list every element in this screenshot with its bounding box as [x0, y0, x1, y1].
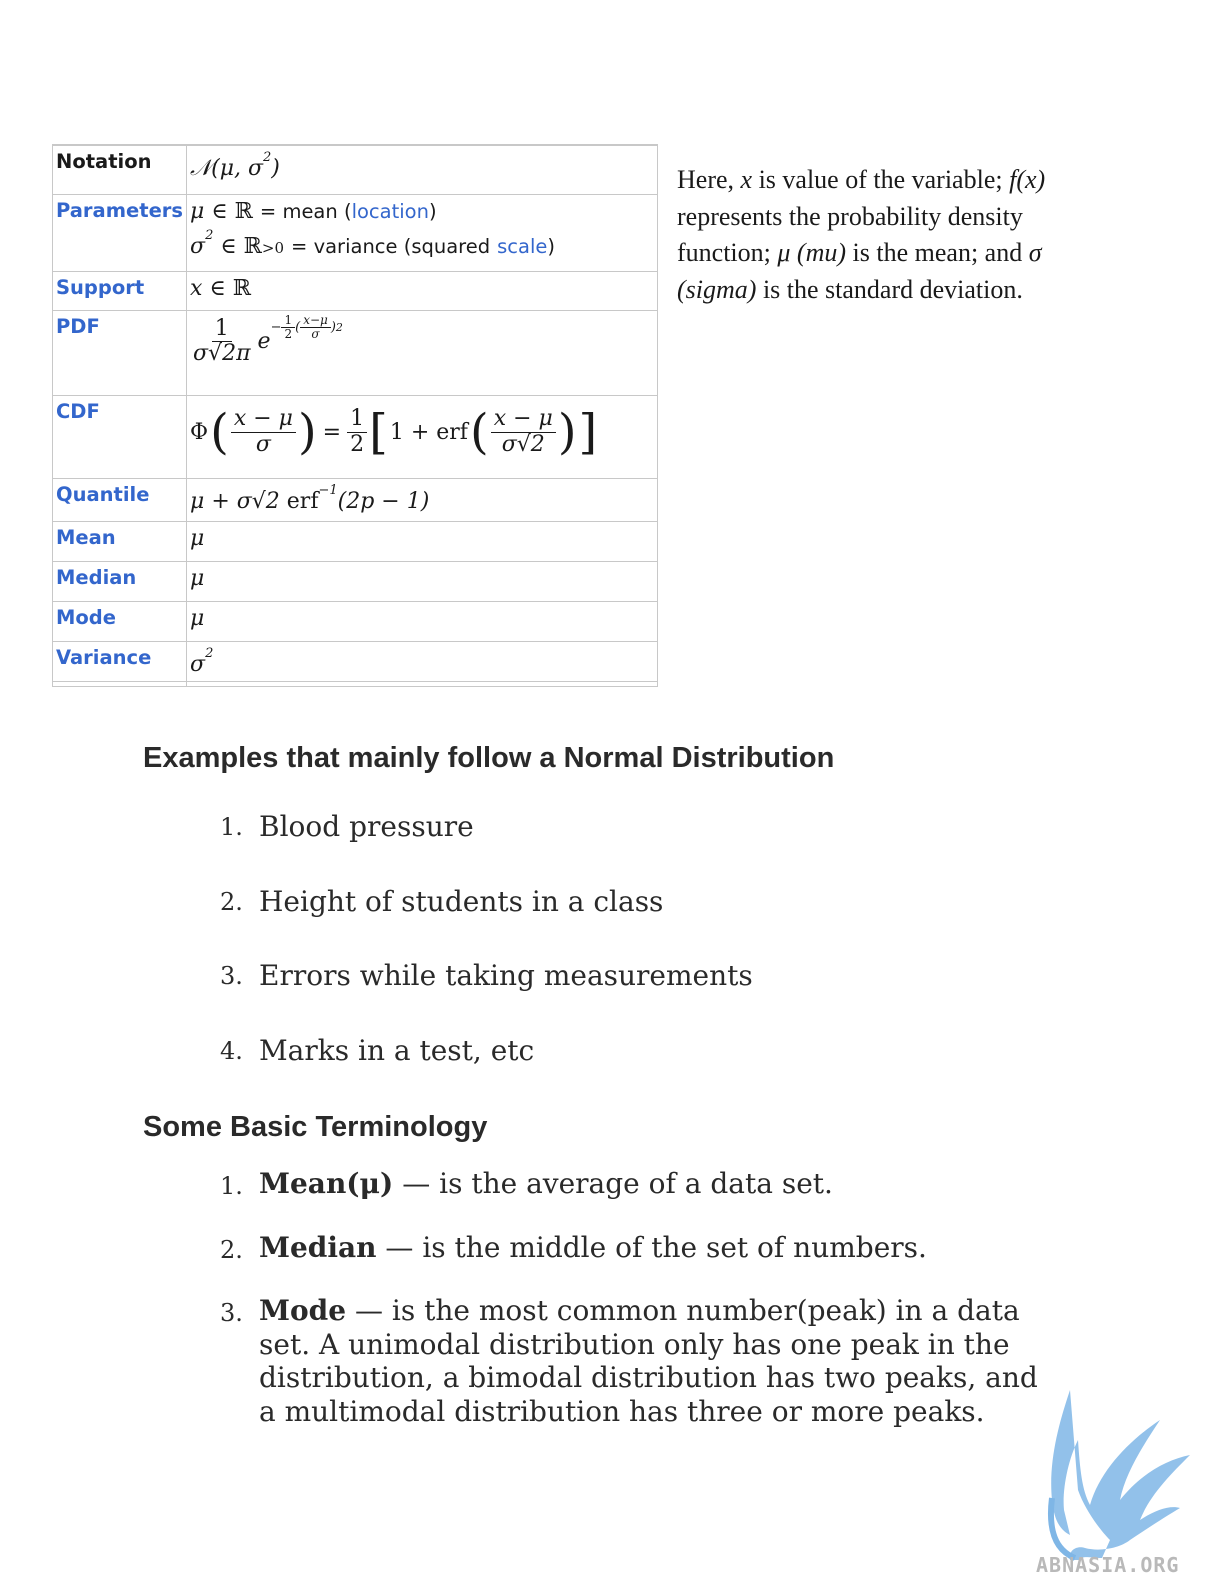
list-item: 2. Height of students in a class	[220, 884, 664, 918]
notation-label: Notation	[53, 145, 187, 195]
mean-link[interactable]: Mean	[53, 522, 187, 562]
list-item: 1. Mean(μ) — is the average of a data set.	[220, 1167, 833, 1200]
median-value: μ	[187, 562, 658, 602]
list-item: 1. Blood pressure	[220, 810, 474, 843]
variance-link[interactable]: Variance	[53, 642, 187, 682]
scale-link[interactable]: scale	[497, 235, 548, 258]
terminology-heading: Some Basic Terminology	[143, 1111, 488, 1143]
median-link[interactable]: Median	[53, 562, 187, 602]
parameters-link[interactable]: Parameters	[53, 195, 187, 272]
parameters-values: μ ∈ ℝ = mean (location) $\sigma^2$ ∈ ℝ>0 = variance (squared scale)	[187, 195, 658, 272]
quantile-formula: μ + σ√2 erf$^{-1}$(2p − 1)	[187, 479, 658, 522]
list-item: 4. Marks in a test, etc	[220, 1033, 535, 1067]
griffin-logo-icon	[1030, 1380, 1210, 1570]
examples-list	[220, 810, 753, 1108]
notation-formula: 𝒩(μ, $\sigma^2$)	[187, 145, 658, 195]
mode-link[interactable]: Mode	[53, 602, 187, 642]
location-link[interactable]: location	[351, 200, 429, 223]
pdf-link[interactable]: PDF	[53, 311, 187, 396]
support-formula: x ∈ ℝ	[187, 272, 658, 311]
list-item: 3. Errors while taking measurements	[220, 959, 753, 992]
quantile-link[interactable]: Quantile	[53, 479, 187, 522]
examples-heading: Examples that mainly follow a Normal Distribution	[143, 742, 835, 774]
mode-value: μ	[187, 602, 658, 642]
variance-value: $\sigma^2$	[187, 642, 658, 682]
list-item: 2. Median — is the middle of the set of numbers.	[220, 1230, 927, 1264]
terminology-list	[220, 1167, 1059, 1428]
distribution-infobox	[52, 144, 658, 687]
list-item: 3. Mode — is the most common number(peak) in a data set. A unimodal distribution only has one peak in the distribution, a bimodal distribution has two peaks, and a multimodal distribution has three or more peaks.	[220, 1294, 1038, 1428]
watermark-text: ABNASIA.ORG	[1036, 1553, 1180, 1577]
pdf-formula: $\frac{1}{\sigma√2\pi}$ e − $\frac{1}{2}$ ( $\frac{x-\mu}{\sigma}$ ) 2	[187, 311, 658, 396]
definition-paragraph: Here, x is value of the variable; f(x) represents the probability density function; μ (mu) is the mean; and σ (sigma) is the standard deviation.	[677, 165, 1046, 304]
cdf-link[interactable]: CDF	[53, 396, 187, 479]
cdf-formula: Φ ( $\frac{x - \mu}{\sigma}$ ) = $\frac{1}{2}$ [ 1 + erf ( $\frac{x - \mu}{\sigma√2}$ ) ]	[187, 396, 658, 479]
support-link[interactable]: Support	[53, 272, 187, 311]
mean-value: μ	[187, 522, 658, 562]
